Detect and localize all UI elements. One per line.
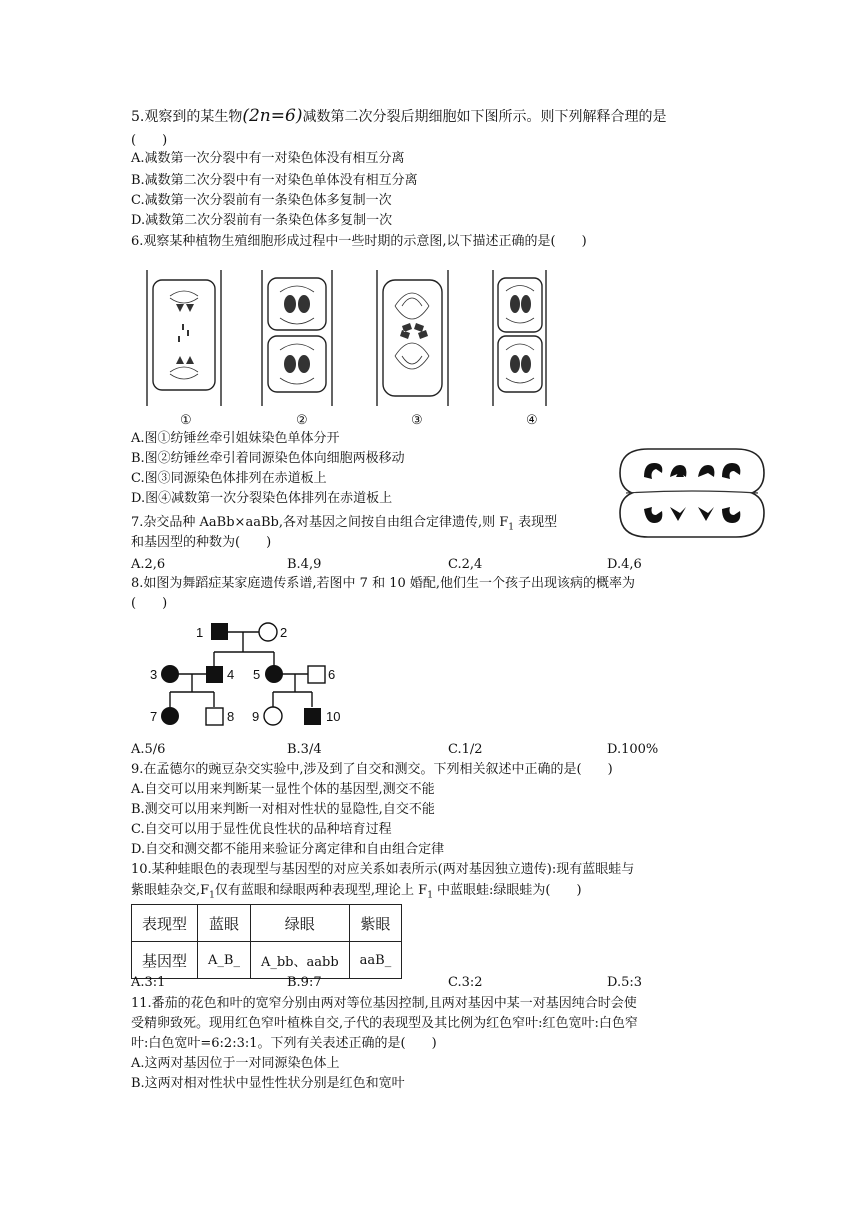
q7-option-d: D.4,6: [607, 557, 642, 572]
pedigree-chart: [140, 618, 360, 738]
table-cell: 绿眼: [250, 905, 349, 942]
pedigree-label-10: 10: [326, 709, 341, 724]
q11-option-a: A.这两对基因位于一对同源染色体上: [131, 1056, 340, 1071]
q8-option-d: D.100%: [607, 742, 659, 757]
q7-stem: 7.杂交品种 AaBb×aaBb,各对基因之间按自由组合定律遗传,则 $F_1$ 表现型: [131, 515, 558, 533]
q9-option-d: D.自交和测交都不能用来验证分离定律和自由组合定律: [131, 842, 445, 857]
anaphase-ii-cell-figure: [618, 443, 766, 543]
table-cell: 蓝眼: [198, 905, 251, 942]
table-cell: 紫眼: [349, 905, 402, 942]
pedigree-label-9: 9: [252, 709, 260, 724]
eye-color-table: [131, 904, 402, 979]
table-cell: 基因型: [132, 942, 198, 979]
q6-option-b: B.图②纺锤丝牵引着同源染色体向细胞两极移动: [131, 451, 405, 466]
q10-option-b: B.9:7: [287, 975, 322, 990]
pedigree-label-4: 4: [227, 667, 235, 682]
q5-option-c: C.减数第一次分裂前有一条染色体多复制一次: [131, 193, 392, 208]
fig-label-2: ②: [296, 413, 308, 428]
pedigree-label-2: 2: [280, 625, 288, 640]
fig-label-3: ③: [411, 413, 423, 428]
pedigree-label-5: 5: [253, 667, 261, 682]
q10-stem-1: 10.某种蛙眼色的表现型与基因型的对应关系如表所示(两对基因独立遗传):现有蓝眼蛙与: [131, 862, 635, 877]
pedigree-label-8: 8: [227, 709, 235, 724]
q11-option-b: B.这两对相对性状中显性性状分别是红色和宽叶: [131, 1076, 405, 1091]
q6-option-d: D.图④减数第一次分裂染色体排列在赤道板上: [131, 491, 393, 506]
q11-stem-1: 11.番茄的花色和叶的宽窄分别由两对等位基因控制,且两对基因中某一对基因纯合时会使: [131, 996, 637, 1011]
table-row: [132, 942, 402, 979]
q7-option-b: B.4,9: [287, 557, 322, 572]
table-row: [132, 905, 402, 942]
q5-option-a: A.减数第一次分裂中有一对染色体没有相互分离: [131, 151, 405, 166]
q9-option-c: C.自交可以用于显性优良性状的品种培育过程: [131, 822, 392, 837]
q8-option-c: C.1/2: [448, 742, 483, 757]
q5-stem: 5.观察到的某生物(2n=6)减数第二次分裂后期细胞如下图所示。则下列解释合理的是: [131, 106, 667, 126]
q6-option-a: A.图①纺锤丝牵引姐妹染色单体分开: [131, 431, 340, 446]
q7-stem-2: 和基因型的种数为( ): [131, 535, 272, 550]
q6-stem: 6.观察某种植物生殖细胞形成过程中一些时期的示意图,以下描述正确的是( ): [131, 234, 587, 249]
q8-option-b: B.3/4: [287, 742, 322, 757]
q7-option-c: C.2,4: [448, 557, 483, 572]
pedigree-label-3: 3: [150, 667, 158, 682]
table-cell: 表现型: [132, 905, 198, 942]
fig-label-1: ①: [180, 413, 192, 428]
fig-label-4: ④: [526, 413, 538, 428]
q5-option-d: D.减数第二次分裂前有一条染色体多复制一次: [131, 213, 393, 228]
q10-option-d: D.5:3: [607, 975, 643, 990]
q5-paren: ( ): [131, 133, 168, 148]
q11-stem-2: 受精卵致死。现用红色窄叶植株自交,子代的表现型及其比例为红色窄叶:红色宽叶:白色窄: [131, 1016, 638, 1031]
pedigree-label-7: 7: [150, 709, 158, 724]
table-cell: A_bb、aabb: [250, 942, 349, 979]
q9-option-b: B.测交可以用来判断一对相对性状的显隐性,自交不能: [131, 802, 435, 817]
q8-stem: 8.如图为舞蹈症某家庭遗传系谱,若图中 7 和 10 婚配,他们生一个孩子出现该病的概率为: [131, 576, 636, 591]
pedigree-label-6: 6: [328, 667, 336, 682]
q10-stem-2: 紫眼蛙杂交$,F_1$仅有蓝眼和绿眼两种表现型,理论上 $F_1$ 中蓝眼蛙:绿眼蛙为( ): [131, 883, 582, 901]
q9-stem: 9.在孟德尔的豌豆杂交实验中,涉及到了自交和测交。下列相关叙述中正确的是( ): [131, 762, 613, 777]
q10-option-a: A.3:1: [131, 975, 166, 990]
q9-option-a: A.自交可以用来判断某一显性个体的基因型,测交不能: [131, 782, 435, 797]
q10-option-c: C.3:2: [448, 975, 483, 990]
meiosis-cells-figure: [140, 266, 560, 436]
q8-option-a: A.5/6: [131, 742, 166, 757]
q5-option-b: B.减数第二次分裂中有一对染色单体没有相互分离: [131, 173, 418, 188]
q5-formula: (2n=6): [242, 106, 303, 126]
q7-option-a: A.2,6: [131, 557, 166, 572]
pedigree-label-1: 1: [196, 625, 204, 640]
q6-option-c: C.图③同源染色体排列在赤道板上: [131, 471, 327, 486]
table-cell: A_B_: [198, 942, 251, 979]
q8-paren: ( ): [131, 596, 168, 611]
q11-stem-3: 叶:白色宽叶=6:2:3:1。下列有关表述正确的是( ): [131, 1036, 437, 1051]
table-cell: aaB_: [349, 942, 402, 979]
